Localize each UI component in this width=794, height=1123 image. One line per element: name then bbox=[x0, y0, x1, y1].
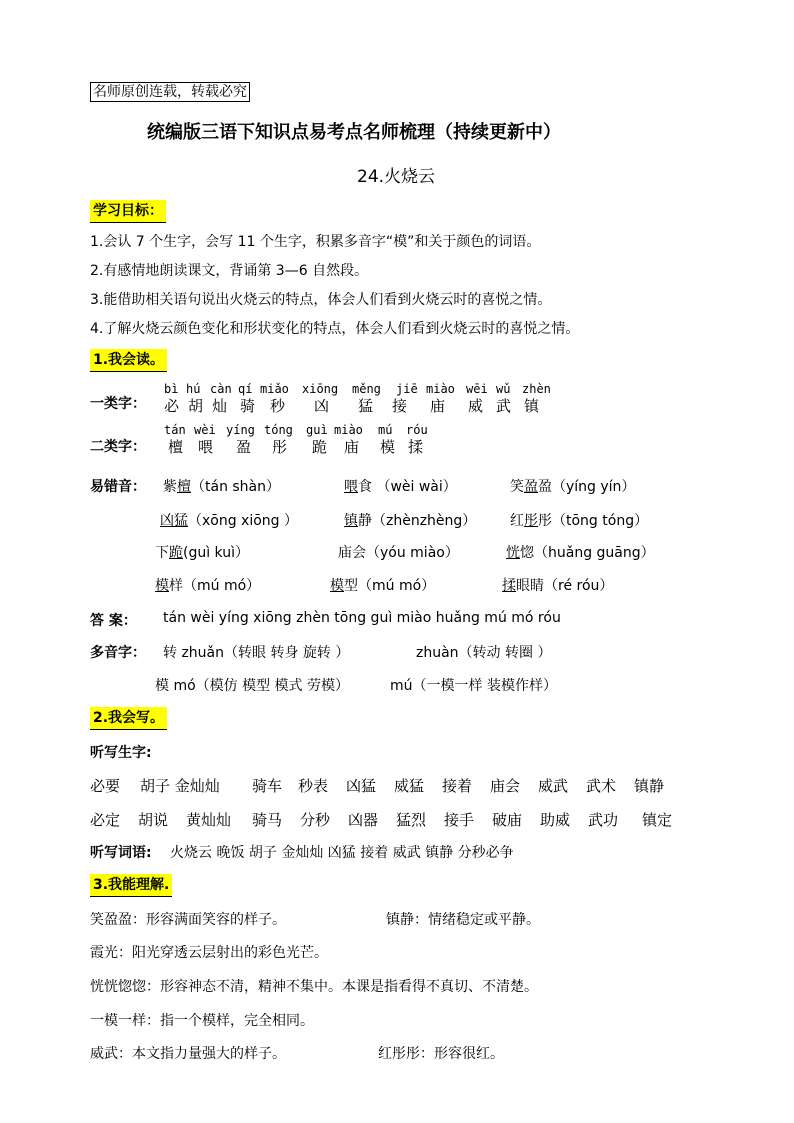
char: 秒 bbox=[270, 397, 286, 415]
pinyin: hú bbox=[186, 382, 201, 396]
definition: 恍恍惚惚：形容神态不清，精神不集中。本课是指看得不真切、不清楚。 bbox=[90, 979, 538, 995]
answer-label: 答 案： bbox=[90, 613, 137, 629]
pinyin: bì bbox=[164, 382, 179, 396]
pinyin: tán bbox=[164, 423, 186, 437]
definition: 一模一样：指一个模样，完全相同。 bbox=[90, 1013, 314, 1029]
word: 必要 bbox=[90, 777, 121, 795]
definition: 笑盈盈：形容满面笑容的样子。 bbox=[90, 912, 286, 928]
definition: 霞光：阳光穿透云层射出的彩色光芒。 bbox=[90, 945, 328, 961]
goal-item: 3.能借助相关语句说出火烧云的特点，体会人们看到火烧云时的喜悦之情。 bbox=[90, 292, 552, 308]
write-heading: 2.我会写。 bbox=[90, 707, 167, 730]
char: 模 bbox=[380, 438, 396, 456]
word: 必定 bbox=[90, 811, 121, 829]
pinyin: zhèn bbox=[522, 382, 551, 396]
pinyin: mú bbox=[378, 423, 393, 437]
second-class-label: 二类字： bbox=[90, 439, 146, 455]
pinyin: miǎo bbox=[260, 382, 289, 396]
error-item: 凶猛（xōng xiōng ） bbox=[160, 513, 299, 529]
word: 接着 bbox=[442, 777, 473, 795]
goal-item: 2.有感情地朗读课文，背诵第 3—6 自然段。 bbox=[90, 263, 369, 279]
dictation-row-1 bbox=[90, 775, 682, 796]
word: 胡子 金灿灿 bbox=[140, 777, 220, 795]
word: 镇静 bbox=[634, 777, 665, 795]
char: 胡 bbox=[188, 397, 204, 415]
char: 檀 bbox=[168, 438, 184, 456]
word: 接手 bbox=[444, 811, 475, 829]
word: 凶器 bbox=[348, 811, 379, 829]
char: 接 bbox=[392, 397, 408, 415]
word: 破庙 bbox=[492, 811, 523, 829]
pinyin: miào bbox=[334, 423, 363, 437]
lesson-title: 24.火烧云 bbox=[357, 167, 436, 187]
poly-line: zhuàn（转动 转圈 ） bbox=[416, 645, 552, 661]
word: 秒表 bbox=[298, 777, 329, 795]
pinyin: měng bbox=[352, 382, 381, 396]
pinyin: xiōng bbox=[302, 382, 339, 396]
error-item: 揉眼睛（ré róu） bbox=[502, 578, 614, 594]
error-item: 镇静（zhènzhèng） bbox=[344, 513, 477, 529]
poly-label: 多音字： bbox=[90, 645, 146, 661]
char: 必 bbox=[164, 397, 180, 415]
dictation-label: 听写生字: bbox=[90, 745, 152, 761]
definition: 镇静：情绪稳定或平静。 bbox=[386, 912, 540, 928]
pinyin: jiē bbox=[396, 382, 418, 396]
word: 胡说 bbox=[138, 811, 169, 829]
pinyin: yíng bbox=[226, 423, 255, 437]
word: 猛烈 bbox=[396, 811, 427, 829]
read-heading: 1.我会读。 bbox=[90, 349, 167, 372]
error-item: 喂食 （wèi wài） bbox=[344, 479, 457, 495]
pinyin: wǔ bbox=[496, 382, 511, 396]
pinyin: wēi bbox=[466, 382, 488, 396]
word: 分秒 bbox=[300, 811, 331, 829]
word: 庙会 bbox=[490, 777, 521, 795]
word: 武功 bbox=[588, 811, 619, 829]
first-class-chars-row bbox=[164, 395, 548, 416]
pinyin: tóng bbox=[264, 423, 293, 437]
char: 喂 bbox=[198, 438, 214, 456]
char: 凶 bbox=[314, 397, 330, 415]
error-item: 模样（mú mó） bbox=[155, 578, 261, 594]
words-text: 火烧云 晚饭 胡子 金灿灿 凶猛 接着 威武 镇静 分秒必争 bbox=[170, 845, 514, 861]
error-item: 笑盈盈（yíng yín） bbox=[510, 479, 636, 495]
pinyin: róu bbox=[406, 423, 428, 437]
words-label: 听写词语: bbox=[90, 845, 152, 861]
word: 威猛 bbox=[394, 777, 425, 795]
answer-text: tán wèi yíng xiōng zhèn tōng guì miào huǎng mú mó róu bbox=[163, 610, 561, 626]
word: 凶猛 bbox=[346, 777, 377, 795]
pinyin: guì bbox=[306, 423, 328, 437]
char: 庙 bbox=[344, 438, 360, 456]
goal-item: 1.会认 7 个生字，会写 11 个生字，积累多音字“模”和关于颜色的词语。 bbox=[90, 234, 541, 250]
definition: 威武：本文指力量强大的样子。 bbox=[90, 1046, 286, 1062]
char: 彤 bbox=[272, 438, 288, 456]
word: 威武 bbox=[538, 777, 569, 795]
char: 猛 bbox=[358, 397, 374, 415]
char: 灿 bbox=[212, 397, 228, 415]
char: 武 bbox=[496, 397, 512, 415]
char: 跪 bbox=[312, 438, 328, 456]
poly-line: 转 zhuǎn（转眼 转身 旋转 ） bbox=[163, 645, 350, 661]
pinyin: wèi bbox=[194, 423, 216, 437]
goals-heading: 学习目标： bbox=[90, 200, 166, 223]
definition: 红彤彤：形容很红。 bbox=[378, 1046, 504, 1062]
poly-line: 模 mó（模仿 模型 模式 劳模） bbox=[155, 678, 350, 694]
word: 镇定 bbox=[642, 811, 673, 829]
char: 揉 bbox=[408, 438, 424, 456]
word: 骑马 bbox=[252, 811, 283, 829]
char: 骑 bbox=[240, 397, 256, 415]
word: 武术 bbox=[586, 777, 617, 795]
error-item: 紫檀（tán shàn） bbox=[163, 479, 281, 495]
char: 盈 bbox=[236, 438, 252, 456]
word: 骑车 bbox=[252, 777, 283, 795]
first-class-pinyin-row bbox=[164, 382, 562, 396]
second-class-chars-row bbox=[168, 436, 436, 457]
char: 镇 bbox=[524, 397, 540, 415]
pinyin: miào bbox=[426, 382, 455, 396]
pinyin: qí bbox=[238, 382, 253, 396]
page-title: 统编版三语下知识点易考点名师梳理（持续更新中） bbox=[147, 122, 561, 143]
error-label: 易错音： bbox=[90, 479, 146, 495]
error-item: 模型（mú mó） bbox=[330, 578, 436, 594]
understand-heading: 3.我能理解. bbox=[90, 874, 172, 897]
word: 黄灿灿 bbox=[186, 811, 232, 829]
error-item: 庙会（yóu miào） bbox=[338, 545, 459, 561]
second-class-pinyin-row bbox=[164, 423, 436, 437]
error-item: 恍惚（huǎng guāng） bbox=[506, 545, 655, 561]
pinyin: càn bbox=[210, 382, 232, 396]
first-class-label: 一类字： bbox=[90, 396, 146, 412]
error-item: 红彤彤（tōng tóng） bbox=[510, 513, 649, 529]
char: 庙 bbox=[430, 397, 446, 415]
char: 威 bbox=[468, 397, 484, 415]
dictation-row-2 bbox=[90, 809, 682, 830]
error-item: 下跪(guì kuì） bbox=[155, 545, 250, 561]
copyright-tag: 名师原创连载，转载必究 bbox=[90, 82, 250, 102]
word: 助威 bbox=[540, 811, 571, 829]
goal-item: 4.了解火烧云颜色变化和形状变化的特点，体会人们看到火烧云时的喜悦之情。 bbox=[90, 321, 580, 337]
poly-line: mú（一模一样 装模作样） bbox=[390, 678, 557, 694]
